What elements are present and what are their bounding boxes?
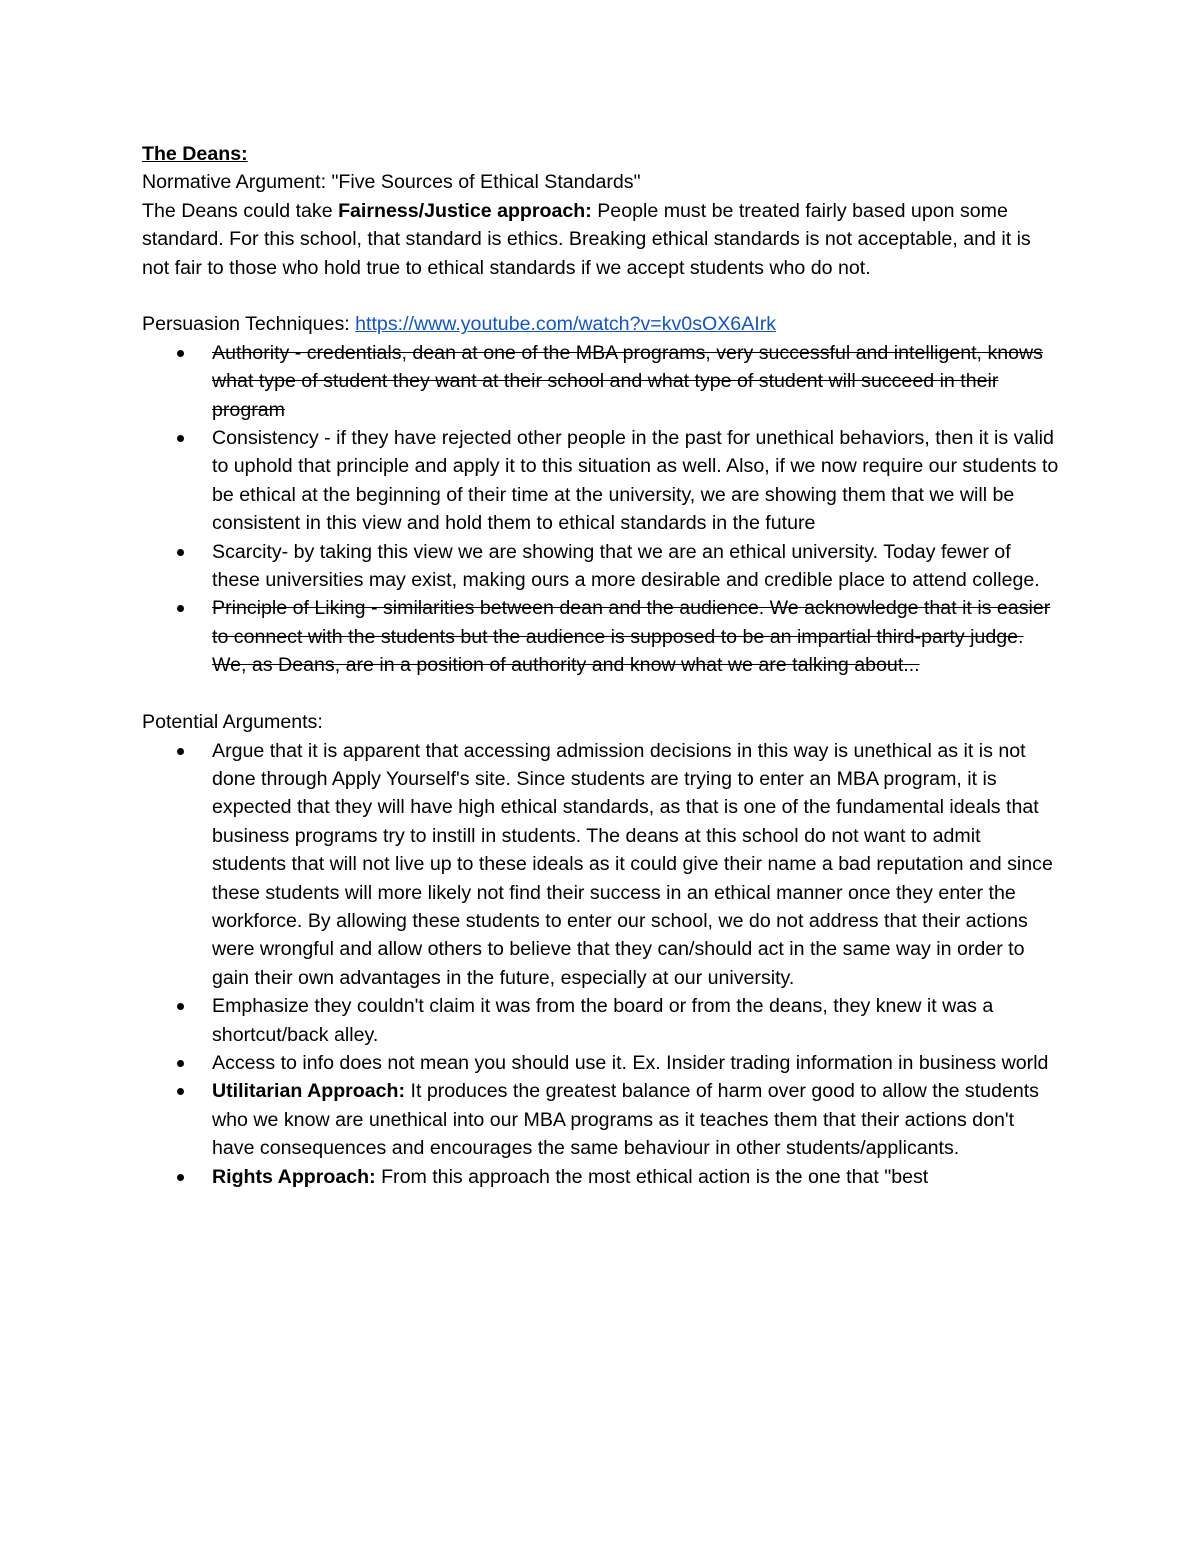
persuasion-item-authority <box>212 339 1060 424</box>
list-item-text: It produces the greatest balance of harm over good to allow the students who we know are unethical into our MBA programs as it teaches them that their actions don't have consequences and encourages the same behaviour in other students/applicants. <box>212 1080 1039 1160</box>
persuasion-label: Persuasion Techniques: <box>142 313 356 336</box>
list-item-bold: Rights Approach: <box>212 1165 376 1188</box>
list-item-text: Scarcity- by taking this view we are showing that we are an ethical university. Today fewer of these universities may exist, making ours a more desirable and credible place to attend college. <box>212 540 1040 592</box>
fairness-text: People must be treated fairly based upon some standard. For this school, that standard is ethics. Breaking ethical standards is not acceptable, and it is not fair to those who hold true to ethical standards if we accept students who do not. <box>142 199 1031 279</box>
persuasion-item-liking <box>212 594 1060 679</box>
persuasion-heading <box>142 310 1060 338</box>
fairness-prefix: The Deans could take <box>142 199 339 222</box>
persuasion-list <box>142 339 1060 680</box>
argument-item-utilitarian <box>212 1077 1060 1162</box>
bullet-icon <box>177 1060 184 1067</box>
bullet-icon <box>177 1003 184 1010</box>
blank-line <box>142 282 1060 310</box>
fairness-approach-bold: Fairness/Justice approach: <box>338 199 592 222</box>
bullet-icon <box>177 1088 184 1095</box>
bullet-icon <box>177 350 184 357</box>
argument-item-emphasize <box>212 992 1060 1049</box>
bullet-icon <box>177 549 184 556</box>
bullet-icon <box>177 748 184 755</box>
youtube-link[interactable]: https://www.youtube.com/watch?v=kv0sOX6AIrk <box>355 313 777 336</box>
argument-item-apparent <box>212 737 1060 993</box>
list-item-bold: Utilitarian Approach: <box>212 1080 406 1103</box>
bullet-icon <box>177 435 184 442</box>
blank-line <box>142 680 1060 708</box>
bullet-icon <box>177 605 184 612</box>
argument-item-access <box>212 1049 1060 1077</box>
persuasion-item-scarcity <box>212 538 1060 595</box>
potential-arguments-heading: Potential Arguments: <box>142 711 323 734</box>
fairness-paragraph <box>142 197 1060 282</box>
list-item-text: Authority - credentials, dean at one of the MBA programs, very successful and intelligent, knows what type of student they want at their school and what type of student will succeed in their program <box>212 341 1043 421</box>
potential-arguments-list <box>142 737 1060 1192</box>
list-item-text: From this approach the most ethical action is the one that "best <box>375 1165 929 1188</box>
list-item-text: Consistency - if they have rejected other people in the past for unethical behaviors, then it is valid to uphold that principle and apply it to this situation as well. Also, if we now require our students to be ethical at the beginning of their time at the university, we are showing them that we will be consistent in this view and hold them to ethical standards in the future <box>212 427 1059 535</box>
list-item-text: Access to info does not mean you should use it. Ex. Insider trading information in business world <box>212 1051 1049 1074</box>
section-title: The Deans: <box>142 143 248 165</box>
argument-item-rights <box>212 1163 1060 1191</box>
normative-argument: Normative Argument: "Five Sources of Ethical Standards" <box>142 171 641 194</box>
document-page <box>142 140 1060 1191</box>
list-item-text: Emphasize they couldn't claim it was from the board or from the deans, they knew it was a shortcut/back alley. <box>212 995 994 1046</box>
persuasion-item-consistency <box>212 424 1060 538</box>
list-item-text: Argue that it is apparent that accessing admission decisions in this way is unethical as it is not done through Apply Yourself's site. Since students are trying to enter an MBA program, it is expected that they will have high ethical standards, as that is one of the fundamental ideals that business programs try to instill in students. The deans at this school do not want to admit students that will not live up to these ideals as it could give their name a bad reputation and since these students will more likely not find their success in an ethical manner once they enter the workforce. By allowing these students to enter our school, we do not address that their actions were wrongful and allow others to believe that they can/should act in the same way in order to gain their own advantages in the future, especially at our university. <box>212 739 1053 989</box>
bullet-icon <box>177 1174 184 1181</box>
list-item-text: Principle of Liking - similarities between dean and the audience. We acknowledge that it is easier to connect with the students but the audience is supposed to be an impartial third-party judge. We, as Deans, are in a position of authority and know what we are talking about... <box>212 597 1051 677</box>
